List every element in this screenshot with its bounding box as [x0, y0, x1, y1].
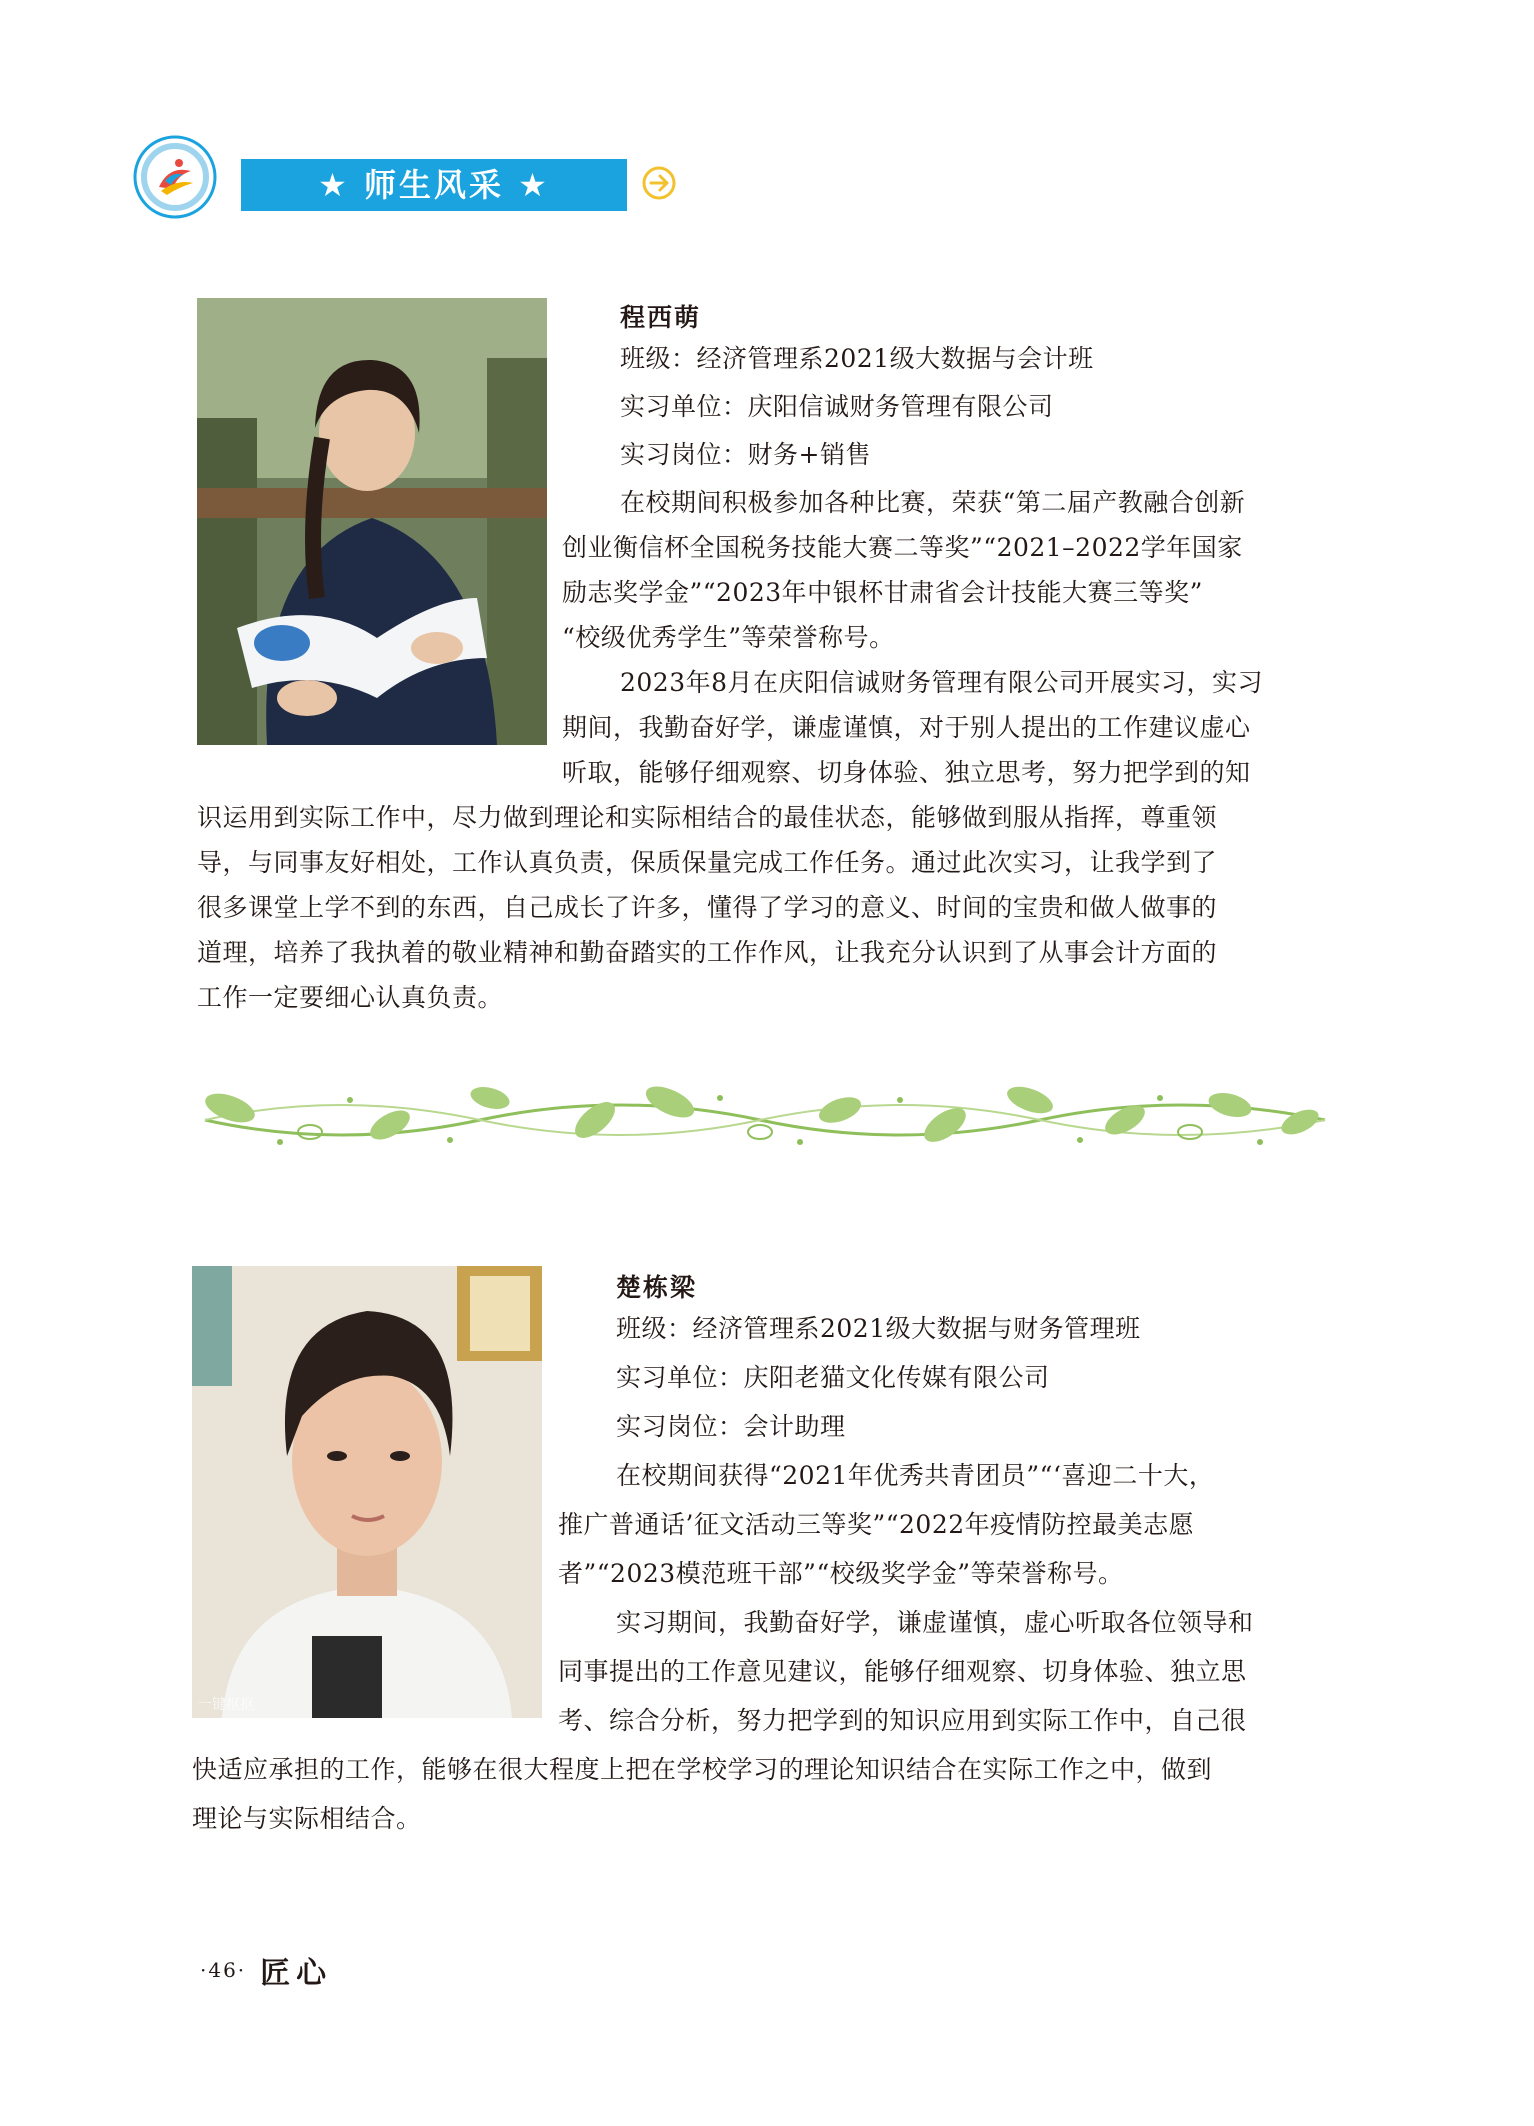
- student-photo-1: [197, 298, 547, 745]
- paragraph-line: 快适应承担的工作，能够在很大程度上把在学校学习的理论知识结合在实际工作之中，做到: [192, 1755, 1213, 1784]
- page-number: ·46·: [200, 1958, 247, 1982]
- paragraph-line: 励志奖学金”“2023年中银杯甘肃省会计技能大赛三等奖”: [562, 578, 1203, 607]
- paragraph-line: 很多课堂上学不到的东西，自己成长了许多，懂得了学习的意义、时间的宝贵和做人做事的: [197, 893, 1218, 922]
- internship-post: 实习岗位：会计助理: [616, 1412, 846, 1441]
- section-title-banner: ★ 师生风采 ★: [241, 159, 627, 211]
- paragraph-line: 在校期间获得“2021年优秀共青团员”“‘喜迎二十大，: [616, 1461, 1215, 1490]
- paragraph-line: 在校期间积极参加各种比赛，荣获“第二届产教融合创新: [620, 488, 1246, 517]
- paragraph-line: 理论与实际相结合。: [192, 1804, 422, 1833]
- paragraph-line: 考、综合分析，努力把学到的知识应用到实际工作中，自己很: [558, 1706, 1247, 1735]
- school-logo: [133, 135, 217, 219]
- paragraph-line: 期间，我勤奋好学，谦虚谨慎，对于别人提出的工作建议虚心: [562, 713, 1251, 742]
- paragraph-line: 2023年8月在庆阳信诚财务管理有限公司开展实习，实习: [620, 668, 1264, 697]
- paragraph-line: 推广普通话’征文活动三等奖”“2022年疫情防控最美志愿: [558, 1510, 1195, 1539]
- paragraph-line: 同事提出的工作意见建议，能够仔细观察、切身体验、独立思: [558, 1657, 1247, 1686]
- student-name: 楚栋梁: [616, 1273, 698, 1302]
- paragraph-line: 实习期间，我勤奋好学，谦虚谨慎，虚心听取各位领导和: [616, 1608, 1254, 1637]
- arrow-right-icon: [641, 165, 677, 201]
- paragraph-line: 识运用到实际工作中，尽力做到理论和实际相结合的最佳状态，能够做到服从指挥，尊重领: [197, 803, 1218, 832]
- page-footer: [200, 1950, 500, 1990]
- photo-watermark: 一键抠抠: [198, 1697, 254, 1713]
- internship-unit: 实习单位：庆阳老猫文化传媒有限公司: [616, 1363, 1050, 1392]
- section-header: [133, 135, 733, 227]
- magazine-title: 匠心: [260, 1956, 333, 1991]
- paragraph-line: 道理，培养了我执着的敬业精神和勤奋踏实的工作作风，让我充分认识到了从事会计方面的: [197, 938, 1218, 967]
- paragraph-line: “校级优秀学生”等荣誉称号。: [562, 623, 895, 652]
- student-photo-2: [192, 1266, 542, 1718]
- internship-unit: 实习单位：庆阳信诚财务管理有限公司: [620, 392, 1054, 421]
- student-class: 班级：经济管理系2021级大数据与会计班: [620, 344, 1094, 373]
- vine-divider: [200, 1080, 1330, 1155]
- internship-post: 实习岗位：财务+销售: [620, 440, 871, 469]
- student-class: 班级：经济管理系2021级大数据与财务管理班: [616, 1314, 1141, 1343]
- paragraph-line: 听取，能够仔细观察、切身体验、独立思考，努力把学到的知: [562, 758, 1251, 787]
- paragraph-line: 导，与同事友好相处，工作认真负责，保质保量完成工作任务。通过此次实习，让我学到了: [197, 848, 1218, 877]
- paragraph-line: 工作一定要细心认真负责。: [197, 983, 504, 1012]
- student-name: 程西萌: [620, 303, 702, 332]
- paragraph-line: 者”“2023模范班干部”“校级奖学金”等荣誉称号。: [558, 1559, 1124, 1588]
- paragraph-line: 创业衡信杯全国税务技能大赛二等奖”“2021–2022学年国家: [562, 533, 1243, 562]
